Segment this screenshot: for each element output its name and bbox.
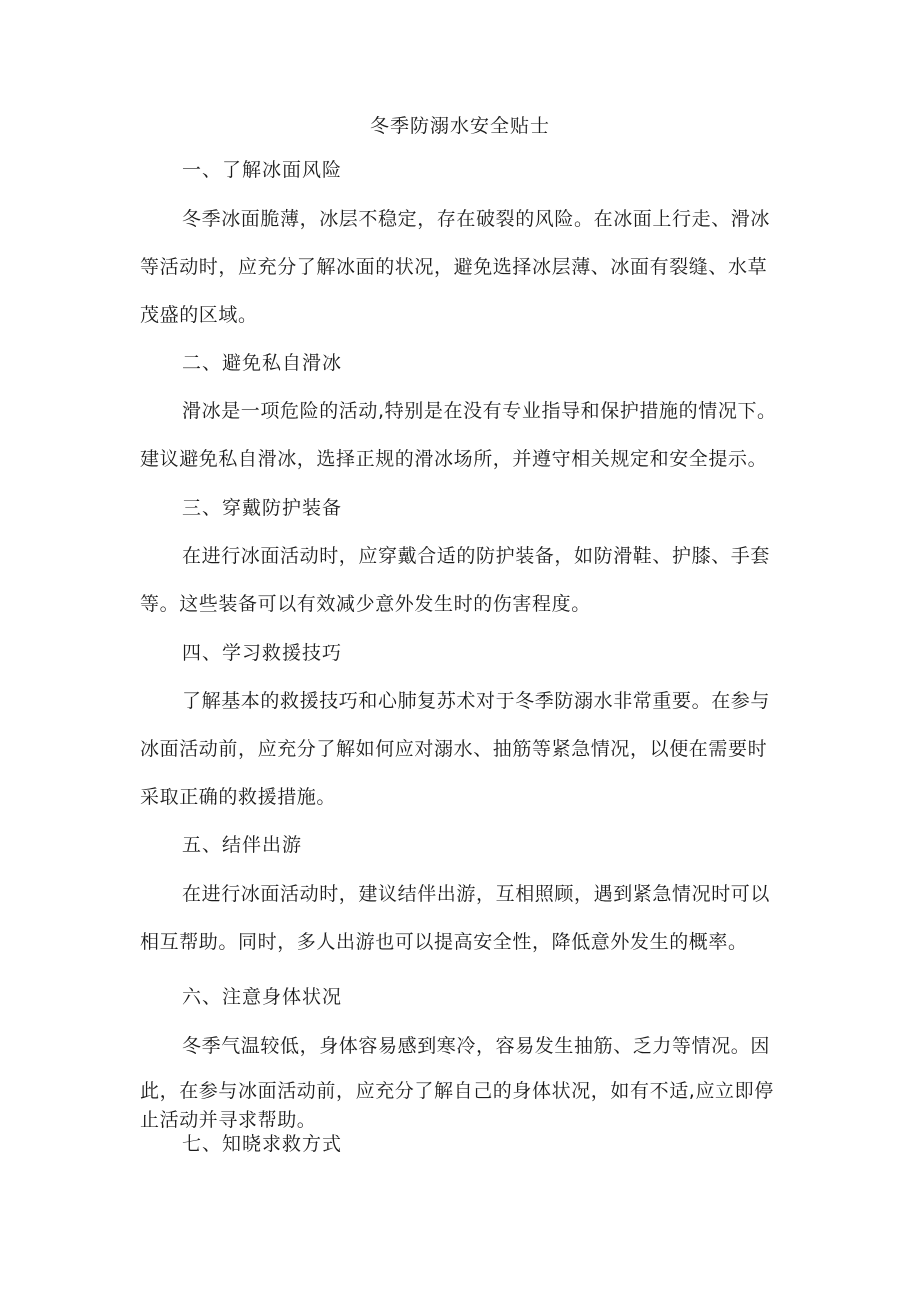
- section-heading: 六、注意身体状况: [182, 986, 343, 1008]
- paragraph-line: 滑冰是一项危险的活动,特别是在没有专业指导和保护措施的情况下。: [182, 400, 777, 422]
- paragraph-line: 在进行冰面活动时，建议结伴出游，互相照顾，遇到紧急情况时可以: [182, 883, 771, 905]
- section-heading: 三、穿戴防护装备: [182, 497, 343, 519]
- paragraph-line: 等。这些装备可以有效减少意外发生时的伤害程度。: [140, 593, 591, 615]
- paragraph-line: 冬季冰面脆薄，冰层不稳定，存在破裂的风险。在冰面上行走、滑冰: [182, 208, 771, 230]
- paragraph-line: 止活动并寻求帮助。: [140, 1109, 317, 1131]
- paragraph-line: 此，在参与冰面活动前，应充分了解自己的身体状况，如有不适,应立即停: [140, 1080, 774, 1102]
- section-heading: 二、避免私自滑冰: [182, 352, 343, 374]
- paragraph-line: 在进行冰面活动时，应穿戴合适的防护装备，如防滑鞋、护膝、手套: [182, 545, 771, 567]
- document-title: 冬季防溺水安全贴士: [369, 115, 550, 137]
- paragraph-line: 采取正确的救援措施。: [140, 786, 337, 808]
- section-heading: 四、学习救援技巧: [182, 642, 343, 664]
- paragraph-line: 建议避免私自滑冰，选择正规的滑冰场所，并遵守相关规定和安全提示。: [140, 448, 768, 470]
- paragraph-line: 冬季气温较低，身体容易感到寒冷，容易发生抽筋、乏力等情况。因: [182, 1035, 771, 1057]
- paragraph-line: 茂盛的区域。: [140, 304, 258, 326]
- section-heading: 五、结伴出游: [182, 834, 303, 856]
- paragraph-line: 相互帮助。同时，多人出游也可以提高安全性，降低意外发生的概率。: [140, 931, 748, 953]
- paragraph-line: 等活动时，应充分了解冰面的状况，避免选择冰层薄、冰面有裂缝、水草: [140, 256, 768, 278]
- section-heading: 一、了解冰面风险: [182, 159, 343, 181]
- section-heading: 七、知晓求救方式: [182, 1133, 343, 1155]
- paragraph-line: 冰面活动前，应充分了解如何应对溺水、抽筋等紧急情况，以便在需要时: [140, 738, 768, 760]
- paragraph-line: 了解基本的救援技巧和心肺复苏术对于冬季防溺水非常重要。在参与: [182, 690, 771, 712]
